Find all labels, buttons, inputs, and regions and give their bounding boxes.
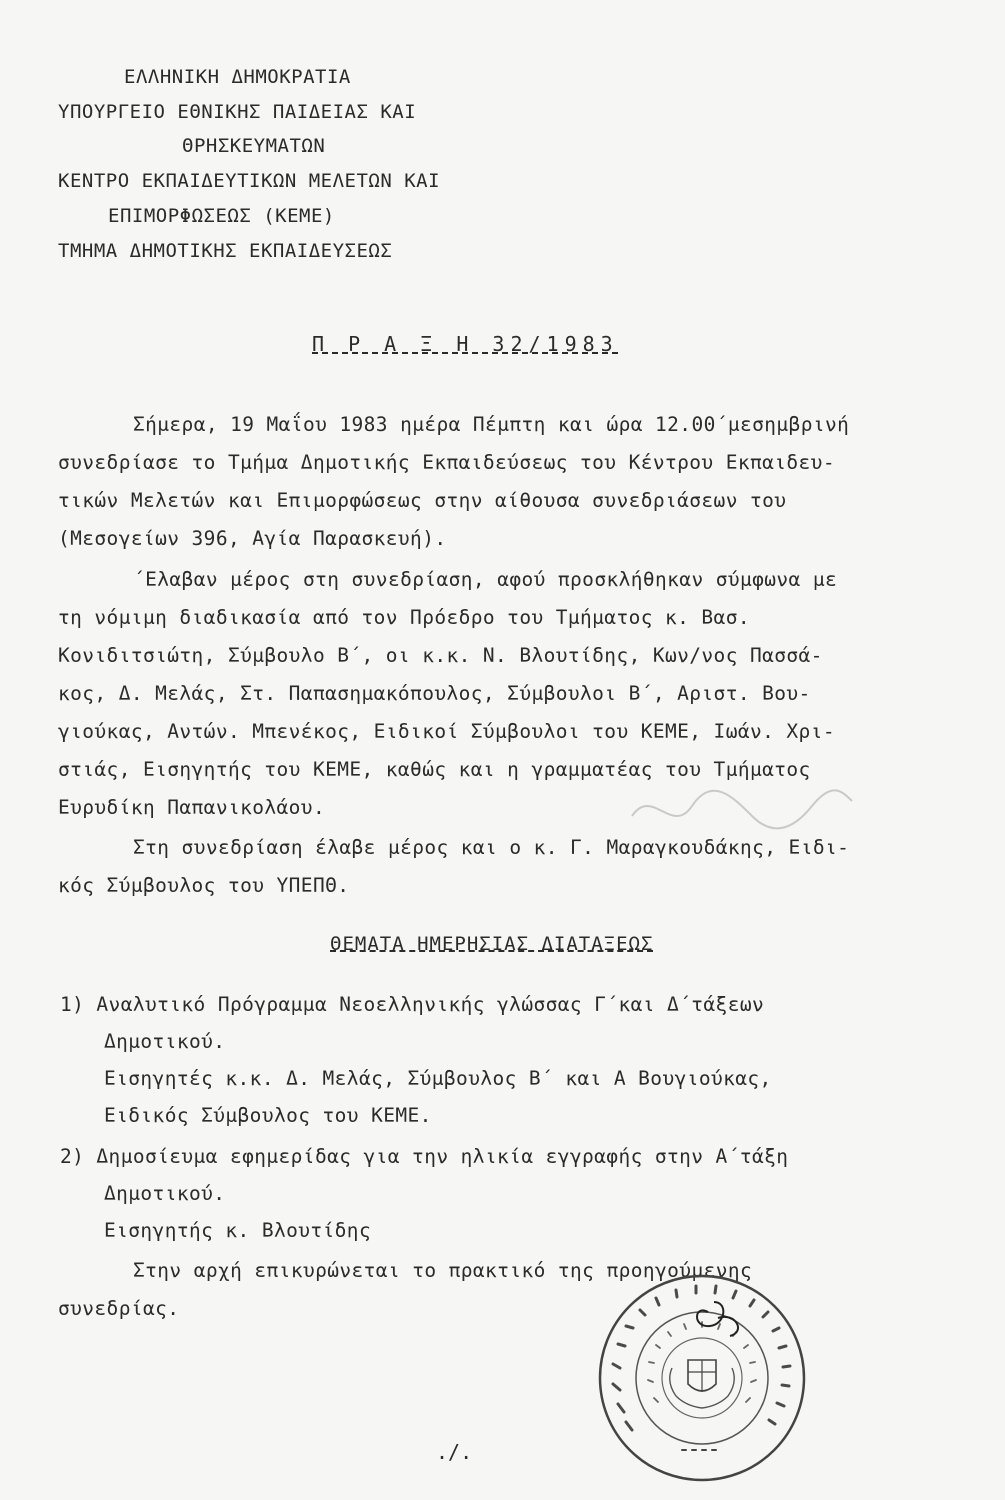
- agenda-item-line: 1) Αναλυτικό Πρόγραμμα Νεοελληνικής γλώσσας Γ΄και Δ΄τάξεων: [60, 993, 765, 1016]
- page-continuation-mark: ./.: [436, 1440, 473, 1464]
- header-line-1: ΕΛΛΗΝΙΚΗ ΔΗΜΟΚΡΑΤΙΑ: [124, 66, 351, 88]
- paragraph1-line: τικών Μελετών και Επιμορφώσεως στην αίθουσα συνεδριάσεων του: [58, 489, 787, 512]
- agenda-item-line: Δημοτικού.: [104, 1030, 226, 1053]
- paragraph2-line: ΄Ελαβαν μέρος στη συνεδρίαση, αφού προσκλήθηκαν σύμφωνα με: [133, 568, 838, 591]
- paragraph2-line: γιούκας, Αντών. Μπενέκος, Ειδικοί Σύμβουλοι του ΚΕΜΕ, Ιωάν. Χρι-: [58, 720, 835, 743]
- agenda-item-line: Εισηγητές κ.κ. Δ. Μελάς, Σύμβουλος Β΄ και Α Βουγιούκας,: [104, 1067, 772, 1090]
- paragraph3-line: κός Σύμβουλος του ΥΠΕΠΘ.: [58, 874, 350, 897]
- paragraph3-line: Στη συνεδρίαση έλαβε μέρος και ο κ. Γ. Μαραγκουδάκης, Ειδι-: [133, 836, 850, 859]
- paragraph1-line: (Μεσογείων 396, Αγία Παρασκευή).: [58, 527, 447, 550]
- agenda-item-line: Δημοτικού.: [104, 1182, 226, 1205]
- header-line-5: ΕΠΙΜΟΡΦΩΣΕΩΣ (ΚΕΜΕ): [108, 205, 335, 227]
- faint-signature: [612, 776, 862, 856]
- agenda-item-line: Εισηγητής κ. Βλουτίδης: [104, 1219, 372, 1242]
- official-stamp: [596, 1272, 808, 1484]
- paragraph2-line: κος, Δ. Μελάς, Στ. Παπασημακόπουλος, Σύμβουλοι Β΄, Αριστ. Βου-: [58, 682, 811, 705]
- agenda-item-line: 2) Δημοσίευμα εφημερίδας για την ηλικία εγγραφής στην Α΄τάξη: [60, 1145, 789, 1168]
- agenda-item-line: Ειδικός Σύμβουλος του ΚΕΜΕ.: [104, 1104, 432, 1127]
- header-line-3: ΘΡΗΣΚΕΥΜΑΤΩΝ: [182, 135, 326, 157]
- paragraph2-line: Ευρυδίκη Παπανικολάου.: [58, 796, 326, 819]
- paragraph4-line: Στην αρχή επικυρώνεται το πρακτικό της προηγούμενης: [133, 1259, 753, 1282]
- paragraph1-line: Σήμερα, 19 Μαΐου 1983 ημέρα Πέμπτη και ώρα 12.00΄μεσημβρινή: [133, 413, 850, 436]
- paragraph2-line: στιάς, Εισηγητής του ΚΕΜΕ, καθώς και η γραμματέας του Τμήματος: [58, 758, 811, 781]
- paragraph2-line: τη νόμιμη διαδικασία από τον Πρόεδρο του Τμήματος κ. Βασ.: [58, 606, 750, 629]
- paragraph4-line: συνεδρίας.: [58, 1297, 180, 1320]
- header-line-6: ΤΜΗΜΑ ΔΗΜΟΤΙΚΗΣ ΕΚΠΑΙΔΕΥΣΕΩΣ: [58, 240, 393, 262]
- header-line-2: ΥΠΟΥΡΓΕΙΟ ΕΘΝΙΚΗΣ ΠΑΙΔΕΙΑΣ ΚΑΙ: [58, 101, 417, 123]
- header-line-4: ΚΕΝΤΡΟ ΕΚΠΑΙΔΕΥΤΙΚΩΝ ΜΕΛΕΤΩΝ ΚΑΙ: [58, 170, 441, 192]
- document-title: Π Ρ Α Ξ Η 32/1983: [312, 332, 619, 356]
- paragraph2-line: Κονιδιτσιώτη, Σύμβουλο Β΄, οι κ.κ. Ν. Βλουτίδης, Κων/νος Πασσά-: [58, 644, 823, 667]
- section-title: ΘΕΜΑΤΑ ΗΜΕΡΗΣΙΑΣ ΔΙΑΤΑΞΕΩΣ: [330, 933, 654, 955]
- paragraph1-line: συνεδρίασε το Τμήμα Δημοτικής Εκπαιδεύσεως του Κέντρου Εκπαιδευ-: [58, 451, 835, 474]
